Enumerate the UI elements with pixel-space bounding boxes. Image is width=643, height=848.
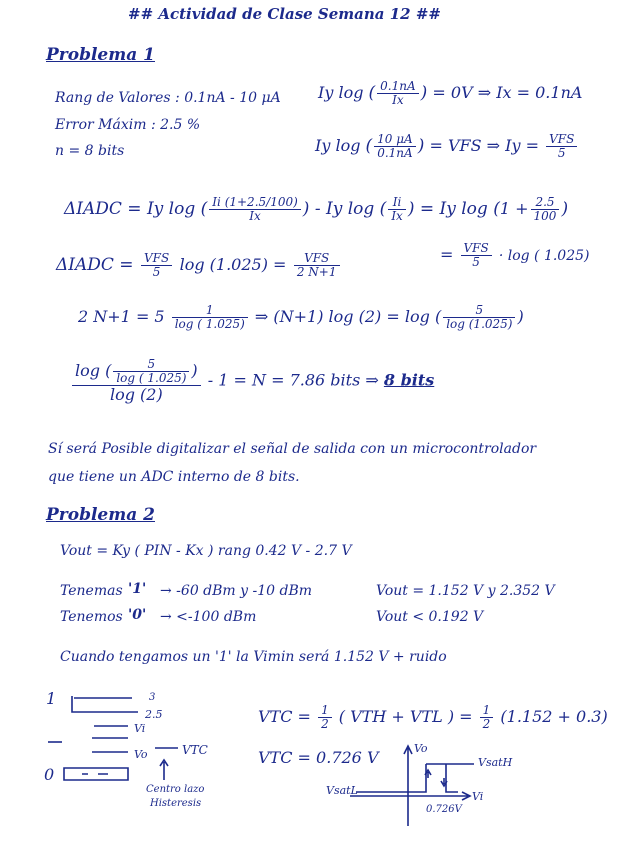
graph-vi-label: Vi [472,790,484,803]
level-zero-label: 0 [44,765,55,784]
n-equation: 2 N+1 = 5 $\frac{1}{\log ( 1.025)}$ ⇒ (N+1) log (2) = log ( $\frac{5}{\log (1.025)}$ ) [78,303,524,332]
vtc-value: VTC = 0.726 V [258,748,379,767]
delta-iadc-result: = $\frac{\text{VFS}}{5}$ · log ( 1.025) [440,241,590,270]
value-range: Rang de Valores : 0.1nA - 10 μA [55,90,281,106]
problem-1-heading: Problema 1 [46,45,155,65]
graph-vo-label: Vo [414,742,428,755]
tenemos-one-label: Tenemas [60,583,123,599]
final-result-bits: 8 bits [383,370,435,390]
level-vo-label: Vo [134,748,148,761]
page-title: ## Actividad de Clase Semana 12 ## [128,5,441,23]
delta-iadc-equation: ΔIADC = Iy log ( $\frac{Ii (1+2.5/100)}{Ix}$ ) - Iy log ( $\frac{Ii}{Ix}$ ) = Iy log (1 + $\frac{2.5}{100}$ ) [64,195,569,224]
cuando-statement: Cuando tengamos un '1' la Vimin será 1.152 V + ruido [60,649,447,665]
vtc-equation: VTC = $\frac{1}{2}$ ( VTH + VTL ) = $\frac{1}{2}$ (1.152 + 0.3) [258,703,608,732]
n-solution: log ( $\frac{5}{\log ( 1.025)}$ ) log (2) - 1 = N = 7.86 bits ⇒ 8 bits [70,358,434,404]
conclusion-line-1: Sí será Posible digitalizar el señal de salida con un microcontrolador [48,441,537,457]
tenemos-one-range: → -60 dBm y -10 dBm [160,583,313,599]
n-bits: n = 8 bits [55,143,125,159]
conclusion-line-2: que tiene un ADC interno de 8 bits. [48,469,300,485]
graph-vsath-label: VsatH [478,756,513,769]
centro-lazo-label: Centro lazo [146,784,205,795]
level-one-label: 1 [46,689,57,708]
level-2-5-label: 2.5 [145,708,163,721]
bit-one: '1' [128,581,147,597]
bit-zero: '0' [128,607,147,623]
tenemos-zero-label: Tenemos [60,609,123,625]
level-vi-label: Vi [134,722,146,735]
level-3-label: 3 [149,692,156,703]
max-error: Error Máxim : 2.5 % [55,117,201,133]
tenemos-one-vout: Vout = 1.152 V y 2.352 V [376,583,555,599]
equation-zero-point: Iy log ( $\frac{0.1nA}{Ix}$ ) = 0V ⇒ Ix = 0.1nA [318,79,583,108]
histeresis-label: Histeresis [150,798,202,809]
tenemos-zero-range: → <-100 dBm [160,609,257,625]
problem-2-heading: Problema 2 [46,505,155,525]
graph-threshold-label: 0.726V [426,804,462,815]
vout-equation: Vout = Ky ( PIN - Kx ) rang 0.42 V - 2.7 V [60,543,352,559]
graph-vsatl-label: VsatL [326,784,358,797]
level-vtc-label: VTC [182,743,208,757]
tenemos-zero-vout: Vout < 0.192 V [376,609,484,625]
equation-full-scale: Iy log ( $\frac{10 \mu A}{0.1nA}$ ) = VFS ⇒ Iy = $\frac{\text{VFS}}{5}$ [315,133,579,160]
delta-iadc-vfs: ΔIADC = $\frac{\text{VFS}}{5}$ log (1.025) = $\frac{\text{VFS}}{2 N+1}$ [56,252,342,279]
